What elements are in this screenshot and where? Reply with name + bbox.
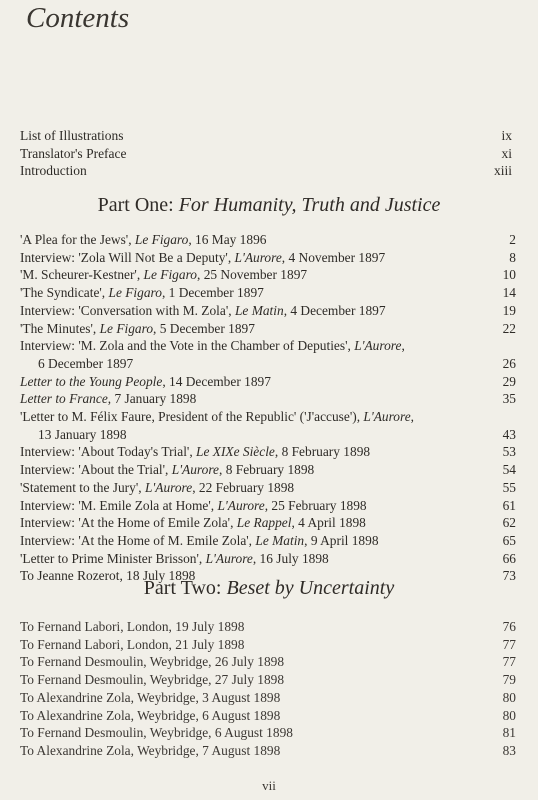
toc-entry-text: To Fernand Desmoulin, Weybridge, 27 July 1898 [20,672,285,688]
toc-entry-page: 77 [502,654,516,670]
toc-entry-text: To Fernand Labori, London, 21 July 1898 [20,636,245,652]
toc-entry [20,231,516,249]
toc-entry-title: Interview: 'Conversation with M. Zola', [20,302,235,318]
toc-entry-page: 80 [502,707,516,723]
toc-entry-title: 'M. Scheurer-Kestner', [20,267,144,283]
toc-entry-page: 79 [502,672,516,688]
toc-entry [20,373,516,391]
toc-entry-title: Letter to the Young People [20,373,163,389]
toc-entry-text [20,373,494,391]
toc-entry [20,689,516,707]
front-matter-item [20,127,512,145]
toc-entry-text [20,266,494,284]
toc-entry-title: Interview: 'About Today's Trial', [20,444,197,460]
toc-entry-date: , 4 December 1897 [283,302,386,318]
toc-entry-date: , 8 February 1898 [274,444,371,460]
toc-entry-source: Le Figaro [134,232,189,247]
toc-entry-text: To Alexandrine Zola, Weybridge, 7 August 1898 [20,742,281,758]
toc-entry [20,724,516,742]
toc-entry-page: 8 [509,249,516,265]
toc-entry-source: L'Aurore [363,409,411,425]
toc-entry-page: 54 [502,462,516,478]
toc-entry-title: Interview: 'M. Emile Zola at Home', [20,497,218,513]
front-matter-list [20,127,512,180]
toc-entry-page: 22 [502,320,516,336]
toc-entry-title: 'Statement to the Jury', [20,479,145,495]
toc-entry-source: Le Figaro [108,285,162,301]
toc-entry [20,550,516,568]
front-matter-label: List of Illustrations [20,128,124,143]
toc-entry-text [20,550,494,568]
toc-entry-title: Interview: 'At the Home of M. Emile Zola', [20,532,256,548]
toc-entry-text [20,479,494,497]
toc-entry-text: To Alexandrine Zola, Weybridge, 6 August 1898 [20,707,281,723]
toc-entry-page: 83 [502,742,516,758]
toc-entry [20,461,516,479]
part-one-prefix: Part One: [97,194,179,216]
toc-entry-title: 'Letter to M. Félix Faure, President of the Republic' ('J'accuse'), [20,409,364,425]
toc-entry-page: 53 [502,444,516,460]
toc-entry-source: L'Aurore [234,249,282,265]
toc-entry-date: , 16 July 1898 [252,550,329,566]
toc-entry-title: 'The Minutes', [20,320,100,336]
toc-entry [20,636,516,654]
part-two-prefix: Part Two: [143,577,227,599]
toc-entry [20,284,516,302]
toc-entry [20,671,516,689]
toc-entry-source: Le Rappel [236,515,292,531]
front-matter-item [20,145,512,163]
toc-entry [20,337,516,372]
toc-entry-title: 'The Syndicate', [20,285,109,301]
toc-entry-date: , [401,338,405,354]
part-two-subtitle: Beset by Uncertainty [226,577,395,599]
toc-entry [20,742,516,760]
toc-entry-text [20,497,494,515]
toc-entry [20,408,516,443]
toc-entry-date: , 7 January 1898 [107,391,197,407]
toc-entry-text [20,532,494,550]
front-matter-page: xiii [493,163,512,178]
page-title: Contents [26,2,130,34]
front-matter-label: Introduction [20,163,87,178]
toc-entry-date: , 5 December 1897 [153,320,255,336]
front-matter-label: Translator's Preface [20,145,127,161]
toc-entry [20,497,516,515]
toc-entry [20,532,516,550]
front-matter-page: ix [501,128,512,143]
part-two-entries [20,618,516,760]
toc-entry [20,514,516,532]
toc-entry-date: , 25 November 1897 [197,267,308,283]
toc-entry-page: 35 [502,391,516,407]
toc-entry-source: Le Figaro [143,267,197,283]
toc-entry-date: , [410,409,415,425]
toc-entry-text [20,337,494,372]
page-number: vii [262,778,276,793]
toc-entry-text [20,249,494,267]
part-one-heading [0,194,538,217]
toc-entry-text [20,284,494,302]
toc-entry-source: Le Matin [255,532,305,548]
toc-entry-page: 81 [502,725,516,741]
toc-entry [20,249,516,267]
toc-entry-text: To Alexandrine Zola, Weybridge, 3 August 1898 [20,689,281,705]
toc-entry-page: 19 [502,302,516,318]
toc-entry-page: 73 [502,568,516,584]
toc-entry-page: 80 [502,689,516,705]
toc-entry-page: 61 [502,497,516,513]
front-matter-item [20,162,512,180]
toc-entry [20,707,516,725]
toc-entry [20,443,516,461]
toc-entry-source: L'Aurore [217,497,265,513]
toc-entry-date: , 14 December 1897 [162,373,271,389]
toc-entry-text: To Fernand Desmoulin, Weybridge, 6 August 1898 [20,725,293,741]
toc-entry [20,320,516,338]
toc-entry-source: L'Aurore [354,338,402,354]
toc-entry-title: Interview: 'Zola Will Not Be a Deputy', [20,249,235,265]
toc-entry-date: , 22 February 1898 [192,479,295,495]
toc-entry-page: 2 [509,232,516,247]
toc-entry-title: Interview: 'M. Zola and the Vote in the Chamber of Deputies', [20,338,355,354]
toc-entry-page: 29 [502,373,516,389]
toc-entry-date: , 16 May 1896 [188,232,267,247]
toc-entry-text [20,231,494,249]
toc-entry-title: To Jeanne Rozerot, 18 July 1898 [20,568,196,584]
toc-entry-source: L'Aurore [144,479,193,495]
toc-entry-source: Le Matin [234,302,284,318]
toc-entry-page: 66 [502,550,516,566]
toc-entry-text [20,390,494,408]
toc-entry-title: Interview: 'At the Home of Emile Zola', [20,515,237,531]
toc-entry-date: , 4 November 1897 [281,249,386,265]
part-one-subtitle: For Humanity, Truth and Justice [178,194,441,216]
toc-entry-page: 77 [502,636,516,652]
toc-entry-date: , 8 February 1898 [219,462,315,478]
toc-entry-title: 'A Plea for the Jews', [20,232,135,247]
toc-entry-text [20,320,494,338]
part-two-heading [0,577,538,600]
toc-entry [20,266,516,284]
toc-entry-date: , 25 February 1898 [264,497,367,513]
toc-entry-text [20,514,494,532]
toc-entry-text: To Fernand Labori, London, 19 July 1898 [20,619,245,634]
toc-entry-page: 14 [502,285,516,301]
toc-entry-page: 43 [502,426,516,442]
toc-entry-source: L'Aurore [205,550,253,566]
toc-entry-source: L'Aurore [171,462,220,478]
toc-entry-title: Letter to France [20,391,108,407]
toc-entry-date: , 1 December 1897 [161,285,264,301]
toc-entry-date: , 9 April 1898 [304,532,379,548]
toc-entry [20,618,516,636]
front-matter-page: xi [501,145,512,161]
toc-entry-text [20,461,494,479]
toc-entry-text [20,443,494,461]
toc-entry-continued: 6 December 1897 [38,355,134,371]
toc-entry-text [20,302,494,320]
toc-entry-page: 55 [502,479,516,495]
toc-entry-page: 65 [502,532,516,548]
toc-entry-text [20,408,494,443]
toc-entry-title: Interview: 'About the Trial', [20,462,172,478]
toc-entry-continued: 13 January 1898 [38,426,127,442]
toc-entry-page: 26 [502,355,516,371]
toc-entry-date: , 4 April 1898 [291,515,366,531]
part-one-entries [20,231,516,585]
toc-entry-page: 62 [502,515,516,531]
toc-entry-page: 10 [502,267,516,283]
toc-entry-page: 76 [502,619,516,634]
toc-entry-text: To Fernand Desmoulin, Weybridge, 26 July 1898 [20,654,285,670]
toc-entry [20,390,516,408]
toc-entry-title: 'Letter to Prime Minister Brisson', [20,550,206,566]
toc-entry-source: Le XIXe Siècle [196,444,275,460]
toc-entry [20,302,516,320]
toc-entry [20,653,516,671]
toc-entry-source: Le Figaro [99,320,154,336]
toc-entry [20,479,516,497]
